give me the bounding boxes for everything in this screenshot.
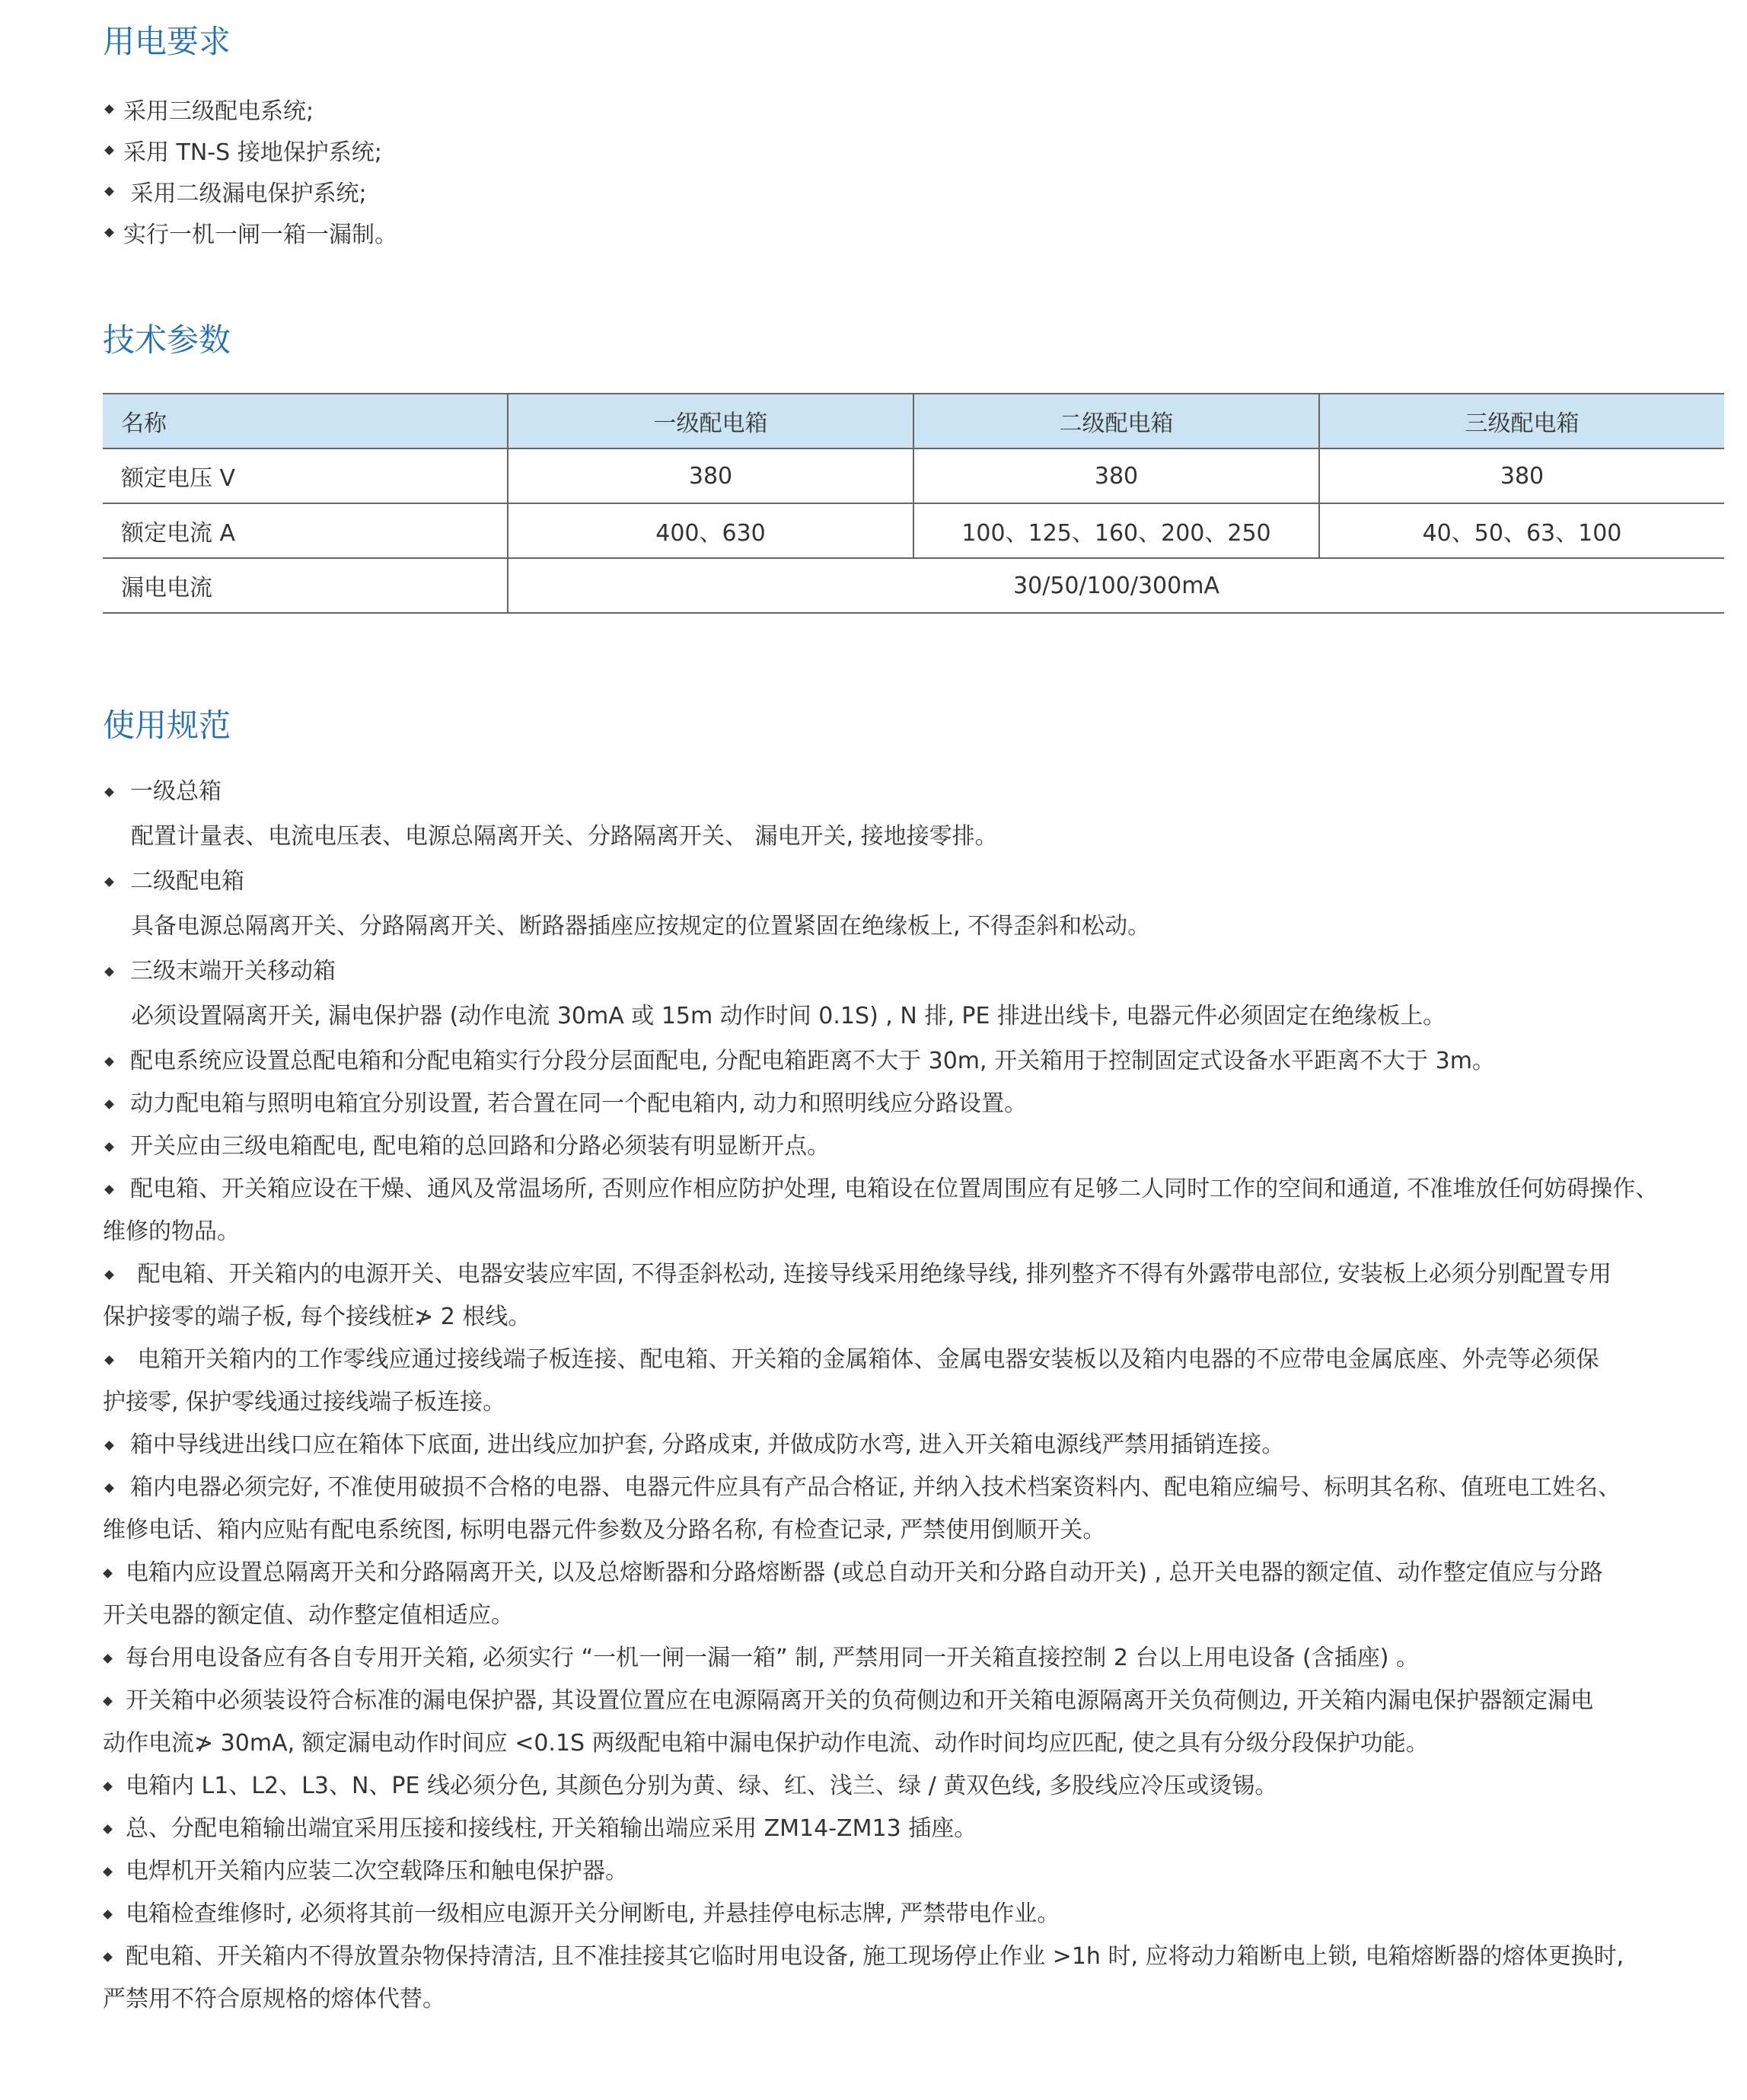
usage-group-body: 配置计量表、电流电压表、电源总隔离开关、分路隔离开关、 漏电开关, 接地接零排。 xyxy=(131,823,998,850)
list-item-text: 开关应由三级电箱配电, 配电箱的总回路和分路必须装有明显断开点。 xyxy=(130,1133,830,1160)
list-item-text: 配电系统应设置总配电箱和分配电箱实行分段分层面配电, 分配电箱距离不大于 30m, 开关箱用于控制固定式设备水平距离不大于 3m。 xyxy=(130,1048,1495,1074)
bullet-icon xyxy=(104,145,114,155)
list-item xyxy=(103,129,1724,171)
group-head-text: 一级总箱 xyxy=(130,778,222,805)
list-item-text: 动力配电箱与照明电箱宜分别设置, 若合置在同一个配电箱内, 动力和照明线应分路设置。 xyxy=(130,1090,1028,1117)
list-item-text: 电箱开关箱内的工作零线应通过接线端子板连接、配电箱、开关箱的金属箱体、金属电器安装板以及箱内电器的不应带电金属底座、外壳等必须保 xyxy=(130,1346,1599,1373)
column-header-level2: 二级配电箱 xyxy=(913,394,1319,448)
list-item xyxy=(103,1339,1724,1424)
list-item-text: 开关箱中必须装设符合标准的漏电保护器, 其设置位置应在电源隔离开关的负荷侧边和开关箱电源隔离开关负荷侧边, 开关箱内漏电保护器额定漏电 xyxy=(126,1687,1594,1714)
table-cell: 380 xyxy=(1319,448,1724,503)
list-item-text: 电焊机开关箱内应装二次空载降压和触电保护器。 xyxy=(126,1858,628,1885)
usage-group-body: 具备电源总隔离开关、分路隔离开关、断路器插座应按规定的位置紧固在绝缘板上, 不得歪斜和松动。 xyxy=(131,913,1151,940)
list-item xyxy=(103,1765,1724,1808)
list-item-text: 配电箱、开关箱应设在干燥、通风及常温场所, 否则应作相应防护处理, 电箱设在位置周围应有足够二人同时工作的空间和通道, 不准堆放任何妨碍操作、 xyxy=(130,1176,1659,1202)
table-cell: 40、50、63、100 xyxy=(1319,503,1724,558)
list-item-text: 采用二级漏电保护系统; xyxy=(123,180,367,207)
list-item xyxy=(103,1424,1724,1466)
usage-group-body: 必须设置隔离开关, 漏电保护器 (动作电流 30mA 或 15m 动作时间 0.1S) , N 排, PE 排进出线卡, 电器元件必须固定在绝缘板上。 xyxy=(131,1003,1446,1029)
table-cell: 380 xyxy=(508,448,913,503)
table-row xyxy=(103,448,1724,503)
list-item-text: 电箱内 L1、L2、L3、N、PE 线必须分色, 其颜色分别为黄、绿、红、浅兰、绿 / 黄双色线, 多股线应冷压或烫锡。 xyxy=(126,1773,1278,1799)
list-item xyxy=(103,1893,1724,1936)
column-header-name: 名称 xyxy=(103,394,508,448)
requirements-list xyxy=(103,88,1724,253)
list-item-text: 每台用电设备应有各自专用开关箱, 必须实行 “一机一闸一漏一箱” 制, 严禁用同一开关箱直接控制 2 台以上用电设备 (含插座) 。 xyxy=(126,1645,1419,1671)
list-item-text: 总、分配电箱输出端宜采用压接和接线柱, 开关箱输出端应采用 ZM14-ZM13 插座。 xyxy=(126,1815,977,1842)
list-item-text: 配电箱、开关箱内的电源开关、电器安装应牢固, 不得歪斜松动, 连接导线采用绝缘导线, 排列整齐不得有外露带电部位, 安装板上必须分别配置专用 xyxy=(130,1261,1612,1288)
spec-table xyxy=(103,393,1724,614)
usage-list xyxy=(103,771,1724,2021)
usage-group-head xyxy=(103,950,1724,993)
list-item-text: 箱内电器必须完好, 不准使用破损不合格的电器、电器元件应具有产品合格证, 并纳入技术档案资料内、配电箱应编号、标明其名称、值班电工姓名、 xyxy=(130,1474,1621,1501)
list-item xyxy=(103,1936,1724,2021)
bullet-icon xyxy=(104,187,114,196)
list-item xyxy=(103,1466,1724,1552)
list-item xyxy=(103,88,1724,129)
list-item xyxy=(103,1850,1724,1893)
list-item xyxy=(103,171,1724,212)
row-label: 额定电流 A xyxy=(103,503,508,558)
bullet-icon xyxy=(104,228,114,238)
list-item-text-cont: 维修的物品。 xyxy=(103,1218,240,1245)
table-cell: 380 xyxy=(913,448,1319,503)
list-item-text: 配电箱、开关箱内不得放置杂物保持清洁, 且不准挂接其它临时用电设备, 施工现场停止作业 >1h 时, 应将动力箱断电上锁, 电箱熔断器的熔体更换时, xyxy=(126,1943,1624,1970)
row-label: 漏电电流 xyxy=(103,558,508,613)
usage-title: 使用规范 xyxy=(103,707,231,744)
list-item-text-cont: 保护接零的端子板, 每个接线桩≯ 2 根线。 xyxy=(103,1304,531,1330)
list-item-text-cont: 严禁用不符合原规格的熔体代替。 xyxy=(103,1986,445,2012)
list-item xyxy=(103,1040,1724,1083)
requirements-title: 用电要求 xyxy=(103,23,231,60)
group-head-text: 三级末端开关移动箱 xyxy=(130,958,336,985)
table-row xyxy=(103,503,1724,558)
list-item xyxy=(103,1637,1724,1680)
table-cell: 100、125、160、200、250 xyxy=(913,503,1319,558)
list-item-text: 箱中导线进出线口应在箱体下底面, 进出线应加护套, 分路成束, 并做成防水弯, 进入开关箱电源线严禁用插销连接。 xyxy=(130,1431,1285,1458)
list-item-text: 电箱内应设置总隔离开关和分路隔离开关, 以及总熔断器和分路熔断器 (或总自动开关和分路自动开关) , 总开关电器的额定值、动作整定值应与分路 xyxy=(126,1559,1603,1586)
column-header-level1: 一级配电箱 xyxy=(508,394,913,448)
bullet-icon xyxy=(104,104,114,114)
list-item xyxy=(103,1168,1724,1253)
list-item xyxy=(103,1680,1724,1765)
specs-title: 技术参数 xyxy=(103,321,231,359)
table-cell-merged: 30/50/100/300mA xyxy=(508,558,1724,613)
group-head-text: 二级配电箱 xyxy=(130,868,244,895)
column-header-level3: 三级配电箱 xyxy=(1319,394,1724,448)
list-item-text-cont: 动作电流≯ 30mA, 额定漏电动作时间应 <0.1S 两级配电箱中漏电保护动作电流、动作时间均应匹配, 使之具有分级分段保护功能。 xyxy=(103,1730,1429,1757)
table-row xyxy=(103,558,1724,613)
list-item-text: 电箱检查维修时, 必须将其前一级相应电源开关分闸断电, 并悬挂停电标志牌, 严禁带电作业。 xyxy=(126,1901,1060,1927)
list-item-text-cont: 开关电器的额定值、动作整定值相适应。 xyxy=(103,1602,514,1629)
list-item xyxy=(103,1808,1724,1850)
table-header-row xyxy=(103,394,1724,448)
usage-group-head xyxy=(103,771,1724,813)
list-item-text: 实行一机一闸一箱一漏制。 xyxy=(123,222,397,248)
list-item xyxy=(103,1125,1724,1168)
list-item-text: 采用三级配电系统; xyxy=(123,98,314,125)
list-item xyxy=(103,1552,1724,1637)
list-item xyxy=(103,1253,1724,1339)
list-item-text-cont: 维修电话、箱内应贴有配电系统图, 标明电器元件参数及分路名称, 有检查记录, 严禁使用倒顺开关。 xyxy=(103,1517,1106,1543)
list-item-text: 采用 TN-S 接地保护系统; xyxy=(123,139,382,166)
usage-group-head xyxy=(103,860,1724,903)
row-label: 额定电压 V xyxy=(103,448,508,503)
list-item-text-cont: 护接零, 保护零线通过接线端子板连接。 xyxy=(103,1389,506,1415)
list-item xyxy=(103,1083,1724,1125)
list-item xyxy=(103,212,1724,253)
table-cell: 400、630 xyxy=(508,503,913,558)
